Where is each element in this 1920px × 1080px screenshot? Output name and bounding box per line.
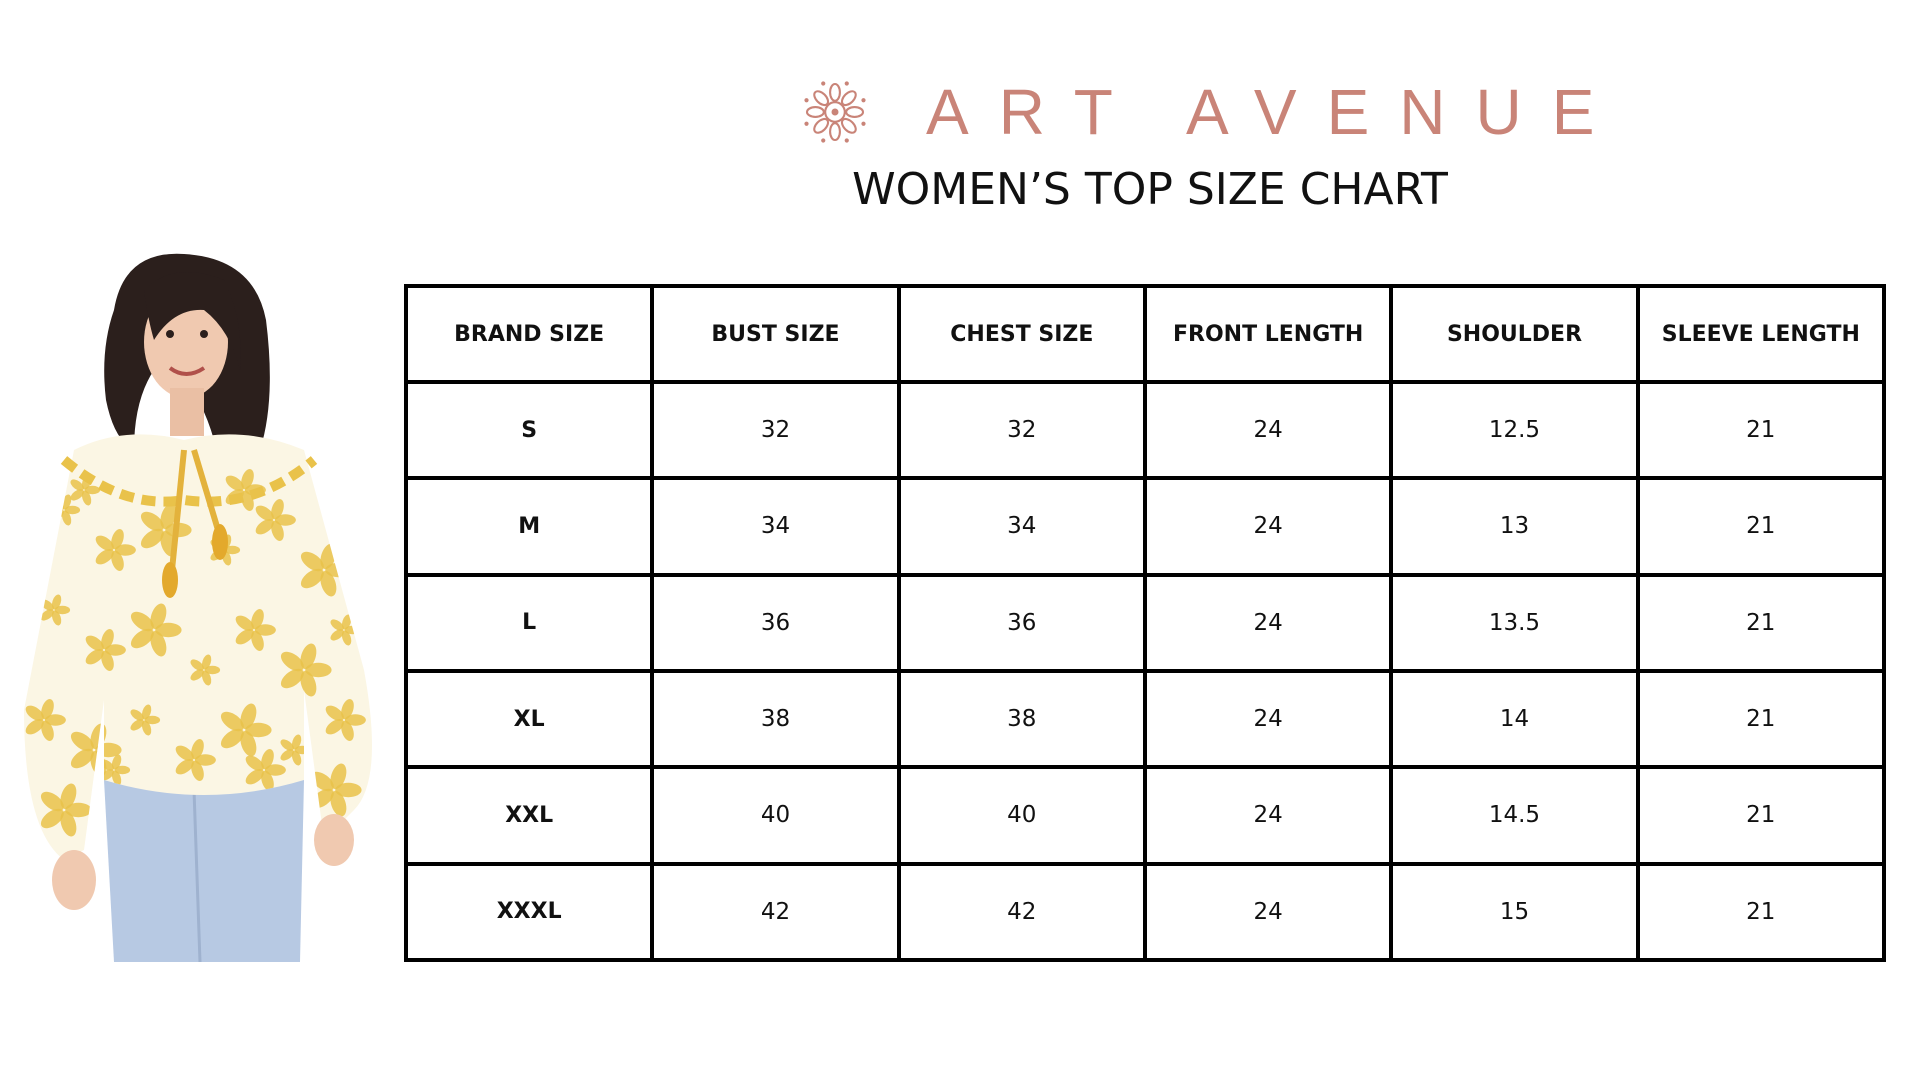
measurement-cell: 36 bbox=[652, 575, 898, 671]
measurement-cell: 36 bbox=[899, 575, 1145, 671]
measurement-cell: 24 bbox=[1145, 767, 1391, 863]
size-chart-table bbox=[404, 284, 1886, 962]
size-label-cell: XL bbox=[406, 671, 652, 767]
table-row bbox=[406, 478, 1884, 574]
measurement-cell: 13 bbox=[1391, 478, 1637, 574]
measurement-cell: 21 bbox=[1638, 575, 1884, 671]
measurement-cell: 24 bbox=[1145, 671, 1391, 767]
measurement-cell: 13.5 bbox=[1391, 575, 1637, 671]
measurement-cell: 24 bbox=[1145, 864, 1391, 960]
measurement-cell: 40 bbox=[652, 767, 898, 863]
column-header-brand-size: BRAND SIZE bbox=[406, 286, 652, 382]
table-row bbox=[406, 382, 1884, 478]
measurement-cell: 14.5 bbox=[1391, 767, 1637, 863]
table-row bbox=[406, 864, 1884, 960]
table-row bbox=[406, 575, 1884, 671]
column-header-chest-size: CHEST SIZE bbox=[899, 286, 1145, 382]
table-body bbox=[406, 382, 1884, 960]
brand-name: ART AVENUE bbox=[926, 76, 1625, 148]
measurement-cell: 24 bbox=[1145, 575, 1391, 671]
size-label-cell: M bbox=[406, 478, 652, 574]
table-row bbox=[406, 767, 1884, 863]
column-header-sleeve-length: SLEEVE LENGTH bbox=[1638, 286, 1884, 382]
table-header-row bbox=[406, 286, 1884, 382]
brand-header bbox=[800, 72, 1624, 152]
table-row bbox=[406, 671, 1884, 767]
measurement-cell: 15 bbox=[1391, 864, 1637, 960]
measurement-cell: 38 bbox=[899, 671, 1145, 767]
measurement-cell: 21 bbox=[1638, 671, 1884, 767]
size-label-cell: XXL bbox=[406, 767, 652, 863]
measurement-cell: 21 bbox=[1638, 864, 1884, 960]
column-header-bust-size: BUST SIZE bbox=[652, 286, 898, 382]
measurement-cell: 32 bbox=[899, 382, 1145, 478]
measurement-cell: 32 bbox=[652, 382, 898, 478]
measurement-cell: 24 bbox=[1145, 382, 1391, 478]
mandala-logo-icon bbox=[800, 77, 870, 147]
measurement-cell: 34 bbox=[652, 478, 898, 574]
size-label-cell: L bbox=[406, 575, 652, 671]
size-label-cell: S bbox=[406, 382, 652, 478]
measurement-cell: 21 bbox=[1638, 478, 1884, 574]
column-header-front-length: FRONT LENGTH bbox=[1145, 286, 1391, 382]
measurement-cell: 34 bbox=[899, 478, 1145, 574]
column-header-shoulder: SHOULDER bbox=[1391, 286, 1637, 382]
measurement-cell: 12.5 bbox=[1391, 382, 1637, 478]
measurement-cell: 21 bbox=[1638, 767, 1884, 863]
model-wearing-floral-top-icon bbox=[4, 250, 404, 962]
measurement-cell: 42 bbox=[899, 864, 1145, 960]
measurement-cell: 21 bbox=[1638, 382, 1884, 478]
size-label-cell: XXXL bbox=[406, 864, 652, 960]
page-title: WOMEN’S TOP SIZE CHART bbox=[852, 164, 1448, 215]
measurement-cell: 24 bbox=[1145, 478, 1391, 574]
measurement-cell: 40 bbox=[899, 767, 1145, 863]
measurement-cell: 42 bbox=[652, 864, 898, 960]
measurement-cell: 38 bbox=[652, 671, 898, 767]
measurement-cell: 14 bbox=[1391, 671, 1637, 767]
